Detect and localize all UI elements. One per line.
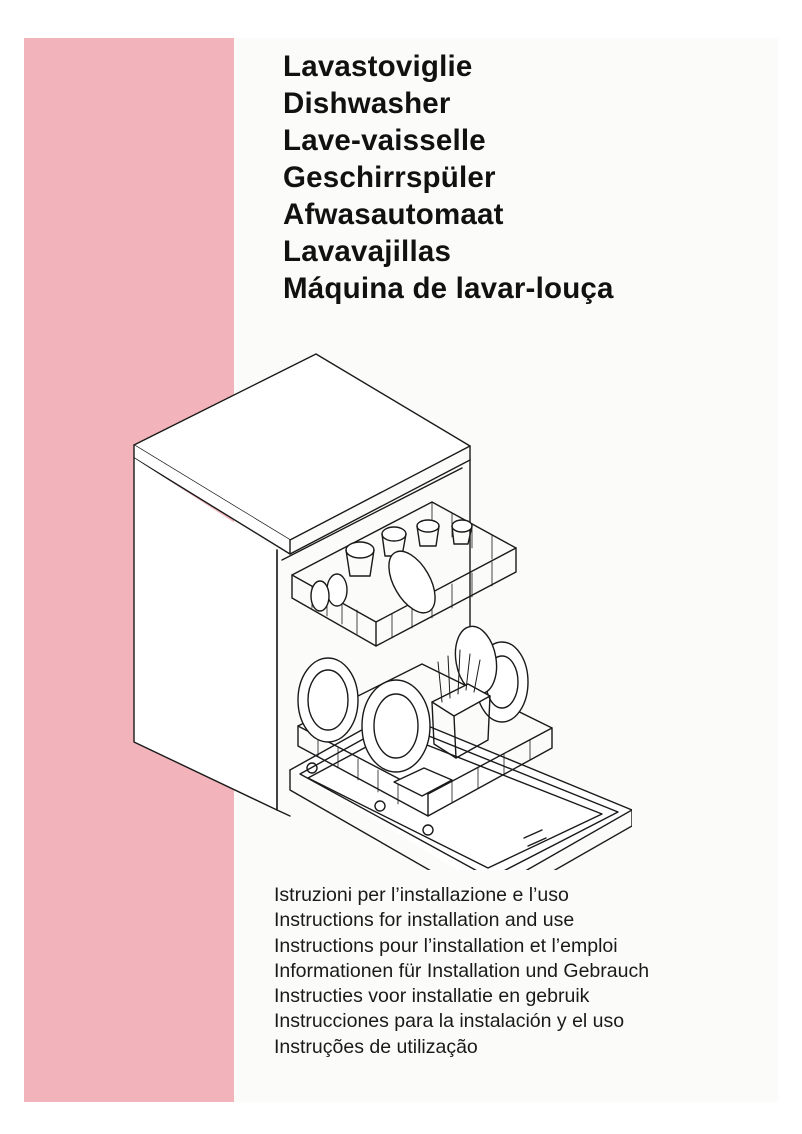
title-portuguese: Máquina de lavar-louça [283,272,614,305]
subtitle-german: Informationen für Installation und Gebrauch [274,959,650,982]
subtitle-french: Instructions pour l’installation et l’emploi [274,934,618,957]
subtitle-list [274,883,649,1060]
title-dutch: Afwasautomaat [283,198,504,231]
title-german: Geschirrspüler [283,161,496,194]
subtitle-dutch: Instructies voor installatie en gebruik [274,985,590,1008]
title-english: Dishwasher [283,87,451,120]
subtitle-english: Instructions for installation and use [274,909,575,932]
title-list [283,48,614,307]
title-spanish: Lavavajillas [283,235,452,268]
manual-cover [24,38,778,1102]
dishwasher-illustration-icon [132,350,632,870]
title-french: Lave-vaisselle [283,124,486,157]
subtitle-italian: Istruzioni per l’installazione e l’uso [274,884,569,906]
title-italian: Lavastoviglie [283,50,473,83]
subtitle-spanish: Instrucciones para la instalación y el uso [274,1010,625,1033]
subtitle-portuguese: Instruções de utilização [274,1035,478,1058]
